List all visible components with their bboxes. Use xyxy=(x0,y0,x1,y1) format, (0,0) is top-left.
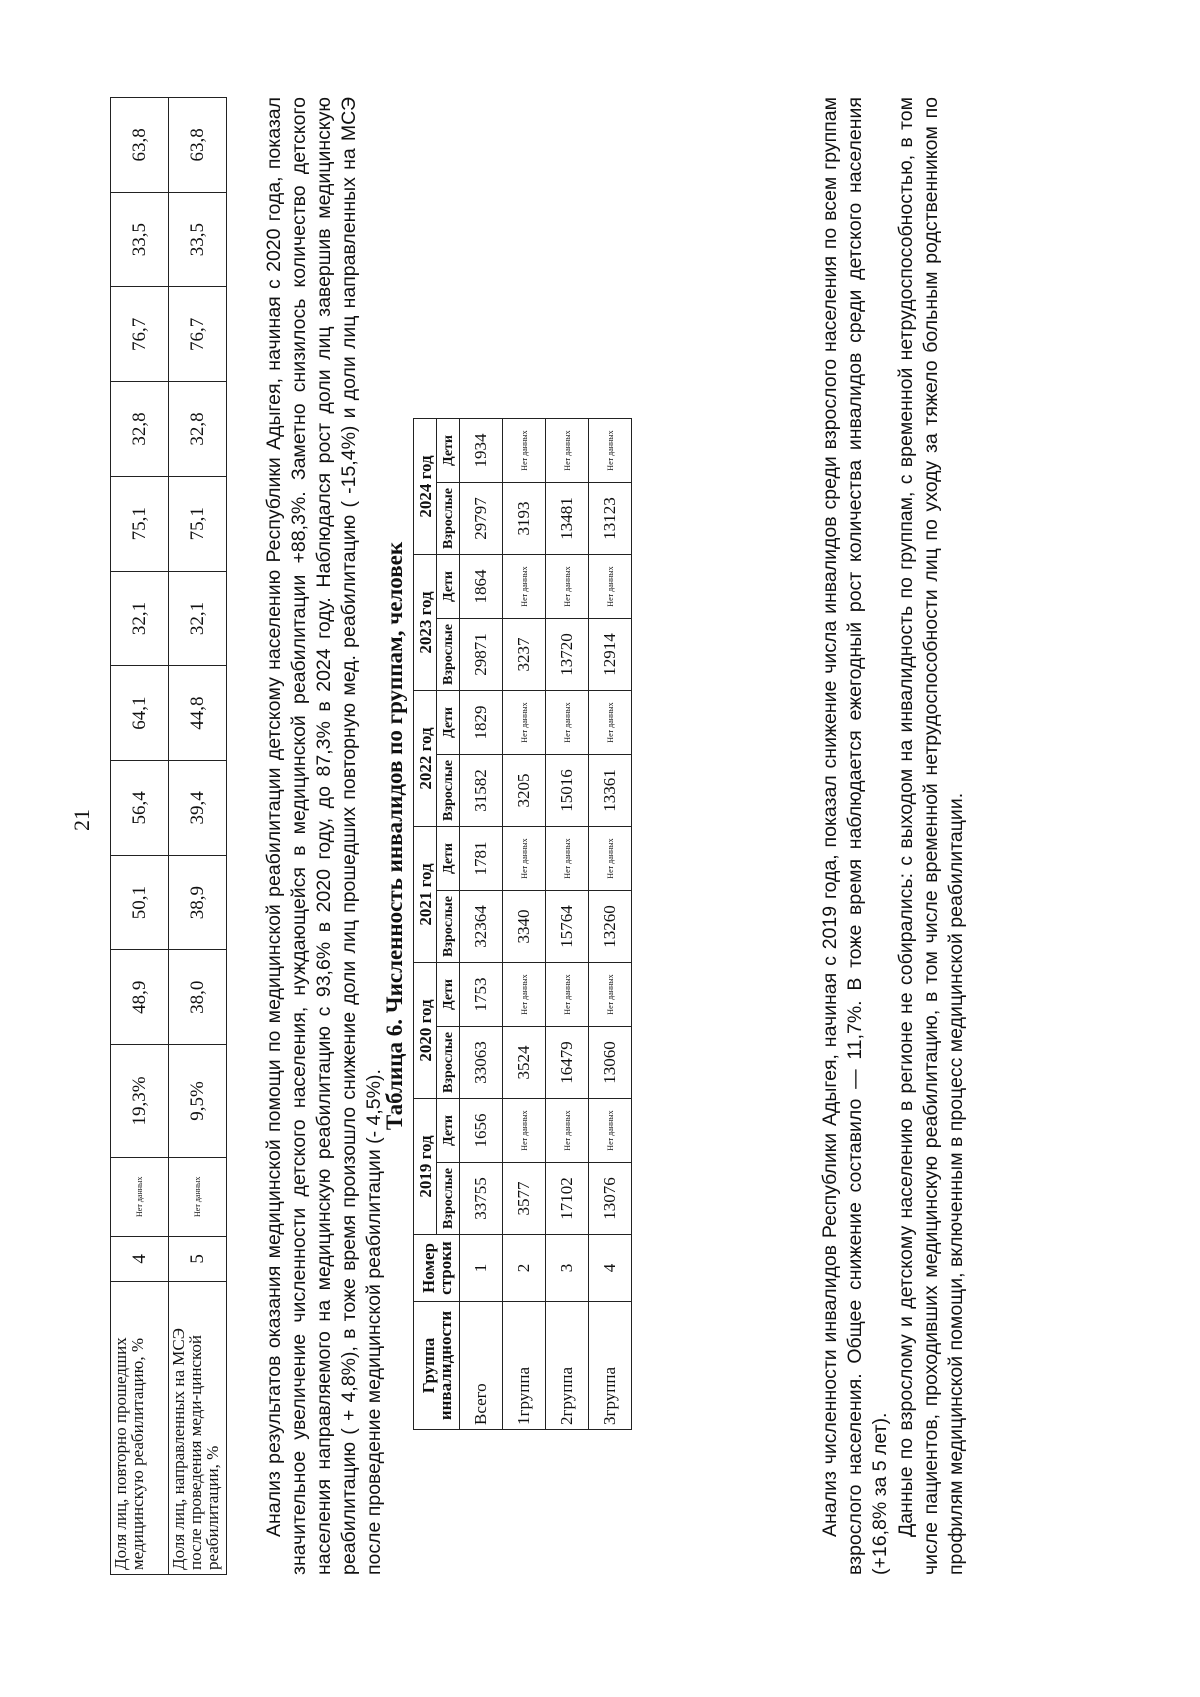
table-cell: 1864 xyxy=(460,555,503,619)
table-cell: 12914 xyxy=(589,619,632,691)
table-cell: 31582 xyxy=(460,755,503,827)
table-cell: 75,1 xyxy=(169,476,227,571)
header-children: Дети xyxy=(437,827,460,891)
table-cell: Нет данных xyxy=(589,827,632,891)
header-row-number: Номер строки xyxy=(414,1235,460,1302)
header-children: Дети xyxy=(437,1099,460,1163)
header-adults: Взрослые xyxy=(437,483,460,555)
header-children: Дети xyxy=(437,963,460,1027)
table-cell: 76,7 xyxy=(111,287,169,382)
row-number: 4 xyxy=(589,1235,632,1302)
header-adults: Взрослые xyxy=(437,891,460,963)
table-row xyxy=(169,98,227,1575)
table-cell: 32364 xyxy=(460,891,503,963)
table-cell: 38,0 xyxy=(169,950,227,1045)
header-year: 2019 год xyxy=(414,1099,437,1235)
table-cell: 39,4 xyxy=(169,761,227,856)
table-cell: 32,1 xyxy=(169,571,227,666)
table-cell: 1656 xyxy=(460,1099,503,1163)
table-cell: Нет данных xyxy=(589,963,632,1027)
header-year: 2023 год xyxy=(414,555,437,691)
table-cell: Нет данных xyxy=(546,1099,589,1163)
table-cell: 76,7 xyxy=(169,287,227,382)
group-name: 2группа xyxy=(546,1302,589,1430)
table-cell: 33,5 xyxy=(169,192,227,287)
table-cell: 3577 xyxy=(503,1163,546,1235)
table-cell: Нет данных xyxy=(546,691,589,755)
table-cell: 17102 xyxy=(546,1163,589,1235)
top-table xyxy=(110,97,227,1575)
table-cell: 9,5% xyxy=(169,1045,227,1158)
table-cell: 13123 xyxy=(589,483,632,555)
table-cell: Нет данных xyxy=(589,691,632,755)
table-row xyxy=(589,419,632,1430)
header-year: 2022 год xyxy=(414,691,437,827)
table-cell: 3524 xyxy=(503,1027,546,1099)
header-children: Дети xyxy=(437,555,460,619)
table-cell: Нет данных xyxy=(503,555,546,619)
table-cell: Нет данных xyxy=(546,419,589,483)
table-cell: Нет данных xyxy=(503,963,546,1027)
row-number: 4 xyxy=(111,1236,169,1281)
table-cell: 13720 xyxy=(546,619,589,691)
table-cell: Нет данных xyxy=(589,419,632,483)
row-number: 2 xyxy=(503,1235,546,1302)
row-label: Доля лиц, повторно прошедших медицинскую реабилитацию, % xyxy=(111,1281,169,1574)
table-cell: Нет данных xyxy=(546,963,589,1027)
group-name: 1группа xyxy=(503,1302,546,1430)
table-cell: 1934 xyxy=(460,419,503,483)
table-cell: 1753 xyxy=(460,963,503,1027)
table-cell: Нет данных xyxy=(503,691,546,755)
table-cell: 32,1 xyxy=(111,571,169,666)
table6 xyxy=(413,418,632,1430)
table-cell: 16479 xyxy=(546,1027,589,1099)
table-cell: 64,1 xyxy=(111,666,169,761)
header-adults: Взрослые xyxy=(437,1163,460,1235)
header-adults: Взрослые xyxy=(437,619,460,691)
table-cell: 3193 xyxy=(503,483,546,555)
table-cell: 3237 xyxy=(503,619,546,691)
group-name: 3группа xyxy=(589,1302,632,1430)
table-row xyxy=(503,419,546,1430)
table-cell: 75,1 xyxy=(111,476,169,571)
paragraph-data-not-collected: Данные по взрослому и детскому населению в регионе не собирались: с выходом на инвалидность по группам, с временной нетрудоспособностью, в том числе пациентов, проходивших медицинскую реабилитацию, в том числе временной нетрудоспособности лиц по уходу за тяжело больным родственником по профилям медицинской помощи, включенным в процесс медицинской реабилитации. xyxy=(895,97,967,1575)
table-cell: 48,9 xyxy=(111,950,169,1045)
header-adults: Взрослые xyxy=(437,1027,460,1099)
table-cell: 63,8 xyxy=(169,98,227,193)
header-year: 2021 год xyxy=(414,827,437,963)
table-row xyxy=(111,98,169,1575)
table-cell: Нет данных xyxy=(111,1157,169,1236)
table-cell: 3205 xyxy=(503,755,546,827)
table-cell: 32,8 xyxy=(169,382,227,477)
header-year: 2024 год xyxy=(414,419,437,555)
table-row xyxy=(460,419,503,1430)
table-cell: 13260 xyxy=(589,891,632,963)
header-children: Дети xyxy=(437,419,460,483)
header-adults: Взрослые xyxy=(437,755,460,827)
table-cell: Нет данных xyxy=(169,1157,227,1236)
group-name: Всего xyxy=(460,1302,503,1430)
table-cell: 1781 xyxy=(460,827,503,891)
rotated-page-content xyxy=(110,85,1010,1575)
table-cell: 38,9 xyxy=(169,855,227,950)
paragraph-rehab-analysis: Анализ результатов оказания медицинской помощи по медицинской реабилитации детскому населению Республики Адыгея, начиная с 2020 года, показал значительное увеличение численности детского населения, нуждающейся в медицинской реабилитации +88,3%. Заметно снизилось количество детского населения направляемого на медицинскую реабилитацию с 93,6% в 2020 году, до 87,3% в 2024 году. Наблюдался рост доли лиц завершив медицинскую реабилитацию ( + 4,8%), в тоже время произошло снижение доли лиц прошедших повторную мед. реабилитацию ( -15,4%) и доли лиц направленных на МСЭ после проведение медицинской реабилитации (- 4,5%). xyxy=(263,97,385,1575)
table-cell: 63,8 xyxy=(111,98,169,193)
table-cell: Нет данных xyxy=(503,1099,546,1163)
table-row xyxy=(546,419,589,1430)
paragraph-disability-analysis: Анализ численности инвалидов Республики Адыгея, начиная с 2019 года, показал снижение числа инвалидов среди взрослого населения по всем группам взрослого населения. Общее снижение составило — 11,7%. В тоже время наблюдается ежегодный рост количества инвалидов среди детского населения (+16,8% за 5 лет). xyxy=(819,97,891,1575)
table-cell: 13481 xyxy=(546,483,589,555)
table-cell: 50,1 xyxy=(111,855,169,950)
table-cell: 29797 xyxy=(460,483,503,555)
table-cell: Нет данных xyxy=(589,1099,632,1163)
table-cell: 44,8 xyxy=(169,666,227,761)
table6-title: Таблица 6. Численность инвалидов по группам, человек xyxy=(382,541,407,1131)
table-cell: Нет данных xyxy=(546,555,589,619)
table-cell: 13060 xyxy=(589,1027,632,1099)
row-number: 5 xyxy=(169,1236,227,1281)
header-children: Дети xyxy=(437,691,460,755)
table-cell: 13361 xyxy=(589,755,632,827)
row-label: Доля лиц, направленных на МСЭ после проведения меди-цинской реабилитации, % xyxy=(169,1281,227,1574)
header-group: Группа инвалидности xyxy=(414,1302,460,1430)
table-cell: Нет данных xyxy=(589,555,632,619)
table-cell: 56,4 xyxy=(111,761,169,856)
table-cell: 32,8 xyxy=(111,382,169,477)
table-cell: 33755 xyxy=(460,1163,503,1235)
page-number: 21 xyxy=(69,809,94,831)
header-year: 2020 год xyxy=(414,963,437,1099)
table-cell: 15016 xyxy=(546,755,589,827)
table-cell: Нет данных xyxy=(503,827,546,891)
table-cell: Нет данных xyxy=(546,827,589,891)
table-cell: 29871 xyxy=(460,619,503,691)
table-cell: 33,5 xyxy=(111,192,169,287)
table-cell: 33063 xyxy=(460,1027,503,1099)
table-cell: Нет данных xyxy=(503,419,546,483)
table-cell: 19,3% xyxy=(111,1045,169,1158)
row-number: 3 xyxy=(546,1235,589,1302)
table-cell: 15764 xyxy=(546,891,589,963)
row-number: 1 xyxy=(460,1235,503,1302)
table-cell: 13076 xyxy=(589,1163,632,1235)
table-cell: 1829 xyxy=(460,691,503,755)
table-cell: 3340 xyxy=(503,891,546,963)
